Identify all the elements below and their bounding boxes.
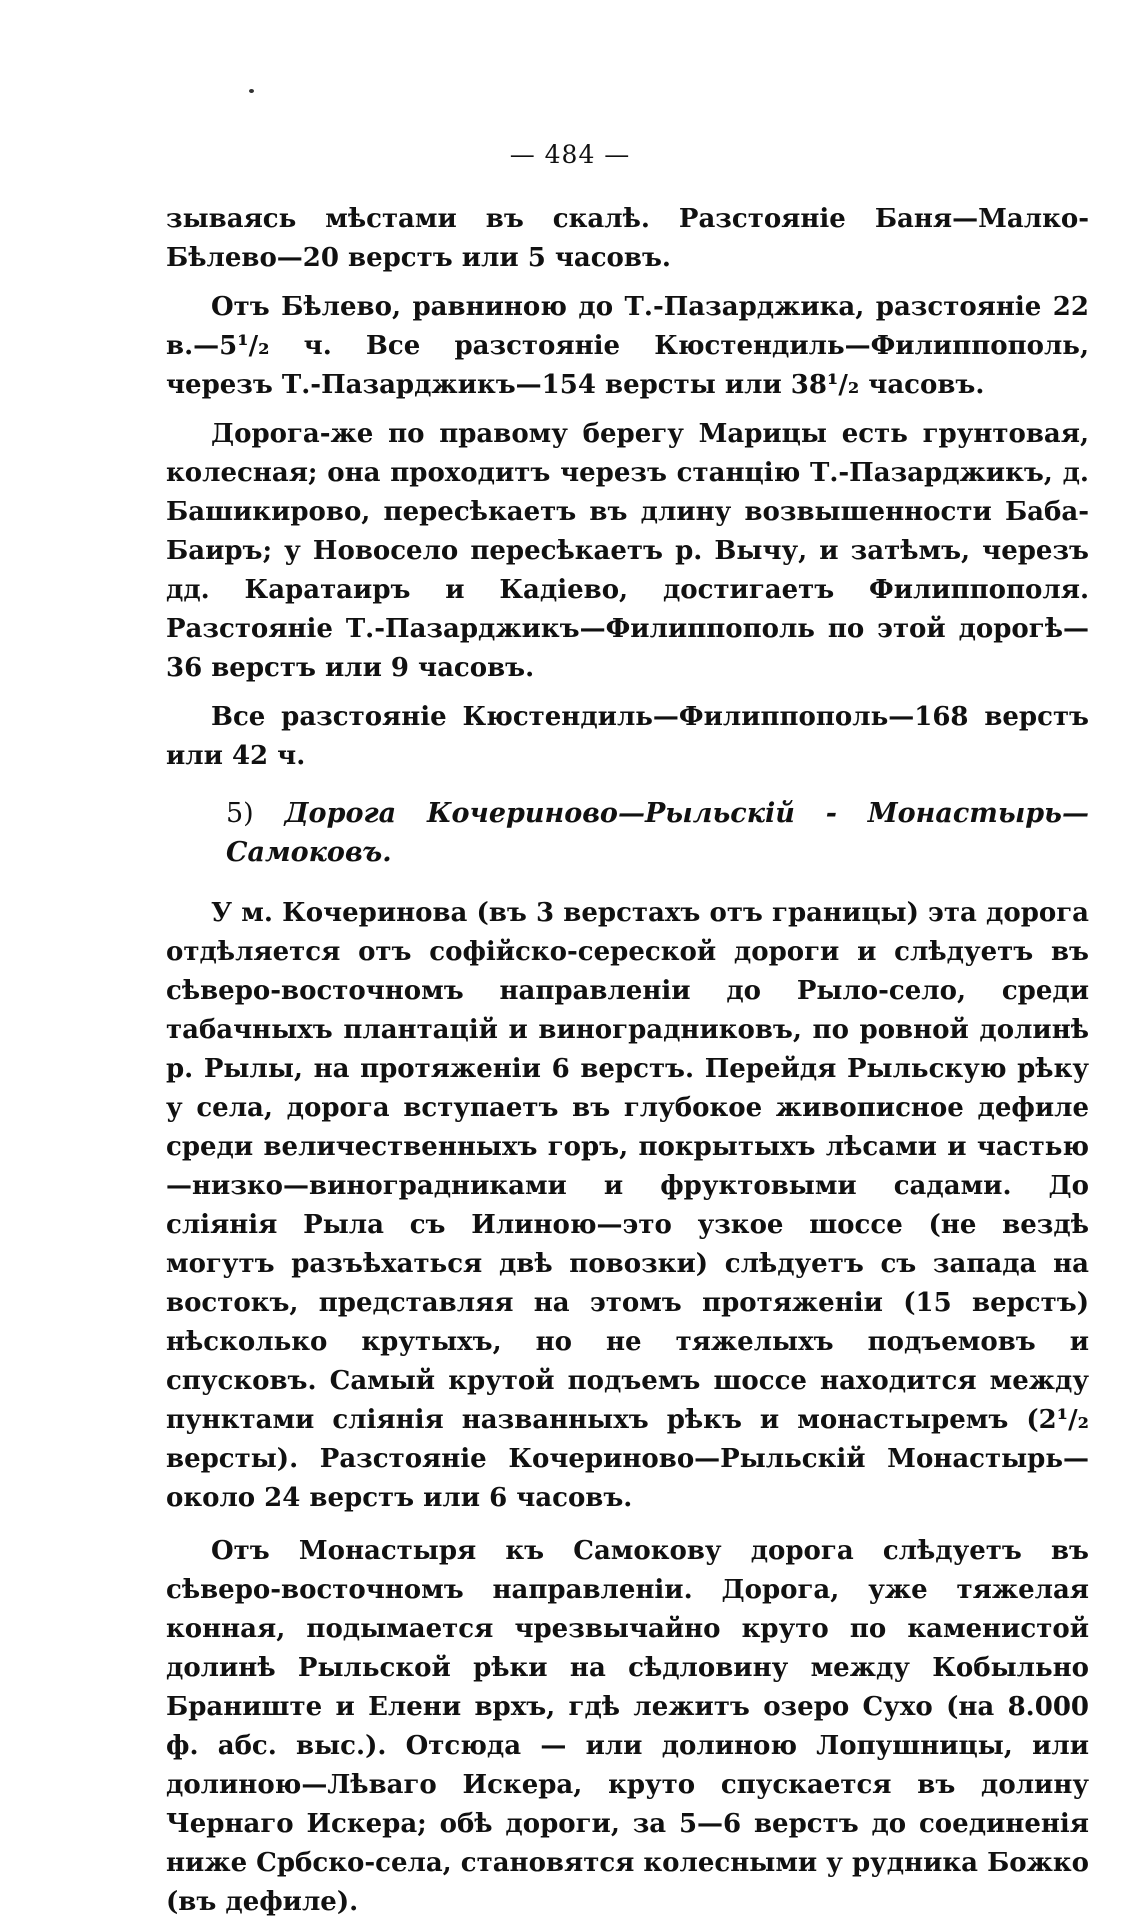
paragraph-4: Все разстояніе Кюстендиль—Филиппополь—168 верстъ или 42 ч. <box>166 702 1089 771</box>
section-paragraph-2: Отъ Монастыря къ Самокову дорога слѣдуетъ въ сѣверо-восточномъ направленіи. Дорога, уже тяжелая конная, подымается чрезвычайно круто по каменистой долинѣ Рыльской рѣки на сѣдловину между Кобыльно Браниште и Елени врхъ, гдѣ лежитъ озеро Сухо (на 8.000 ф. абс. выс.). Отсюда — или долиною Лопушницы, или долиною—Лѣваго Искера, круто спускается въ долину Чернаго Искера; обѣ дороги, за 5—6 верстъ до соединенія ниже Србско-села, становятся колесными у рудника Божко (въ дефиле). <box>166 1536 1090 1917</box>
print-speck <box>249 89 254 93</box>
section-number: 5) <box>226 798 254 829</box>
page-body <box>166 200 1089 1932</box>
page-number: — 484 — <box>509 140 631 169</box>
section-heading <box>166 794 1089 872</box>
section-paragraph-1: У м. Кочеринова (въ 3 верстахъ отъ границы) эта дорога отдѣляется отъ софійско-серeской дороги и слѣдуетъ въ сѣверо-восточномъ направленіи до Рыло-село, среди табачныхъ плантацій и виноградниковъ, по ровной долинѣ р. Рылы, на протяженіи 6 верстъ. Перейдя Рыльскую рѣку у села, дорога вступаетъ въ глубокое живописное дефиле среди величественныхъ горъ, покрытыхъ лѣсами и частью—низко—виноградниками и фруктовыми садами. До слiянія Рыла съ Илиною—это узкое шоссе (не вездѣ могутъ разъѣхаться двѣ повозки) слѣдуетъ съ запада на востокъ, представляя на этомъ протяженіи (15 верстъ) нѣсколько крутыхъ, но не тяжелыхъ подъемовъ и спусковъ. Самый крутой подъемъ шоссе находится между пунктами сліянія названныхъ рѣкъ и монастыремъ (2¹/₂ версты). Разстояніе Кочериново—Рыльскій Монастырь—около 24 верстъ или 6 часовъ. <box>166 898 1089 1513</box>
paragraph-2: Отъ Бѣлево, равниною до Т.-Пазарджика, разстояніе 22 в.—5¹/₂ ч. Все разстояніе Кюстендиль—Филиппополь, черезъ Т.-Пазарджикъ—154 версты или 38¹/₂ часовъ. <box>166 292 1089 400</box>
paragraph-1: зываясь мѣстами въ скалѣ. Разстояніе Баня—Малко-Бѣлево—20 верстъ или 5 часовъ. <box>166 204 1089 273</box>
section-title: Дорога Кочериново—Рыльскій - Монастырь—Самоковъ. <box>226 798 1089 868</box>
paragraph-3: Дорога-же по правому берегу Марицы есть грунтовая, колесная; она проходитъ черезъ станцію Т.-Пазарджикъ, д. Башикирово, пересѣкаетъ въ длину возвышенности Баба-Баиръ; у Новосело пересѣкаетъ р. Вычу, и затѣмъ, черезъ дд. Каратаиръ и Кадіево, достигаетъ Филиппополя. Разстояніе Т.-Пазарджикъ—Филиппополь по этой дорогѣ—36 верстъ или 9 часовъ. <box>166 419 1089 683</box>
